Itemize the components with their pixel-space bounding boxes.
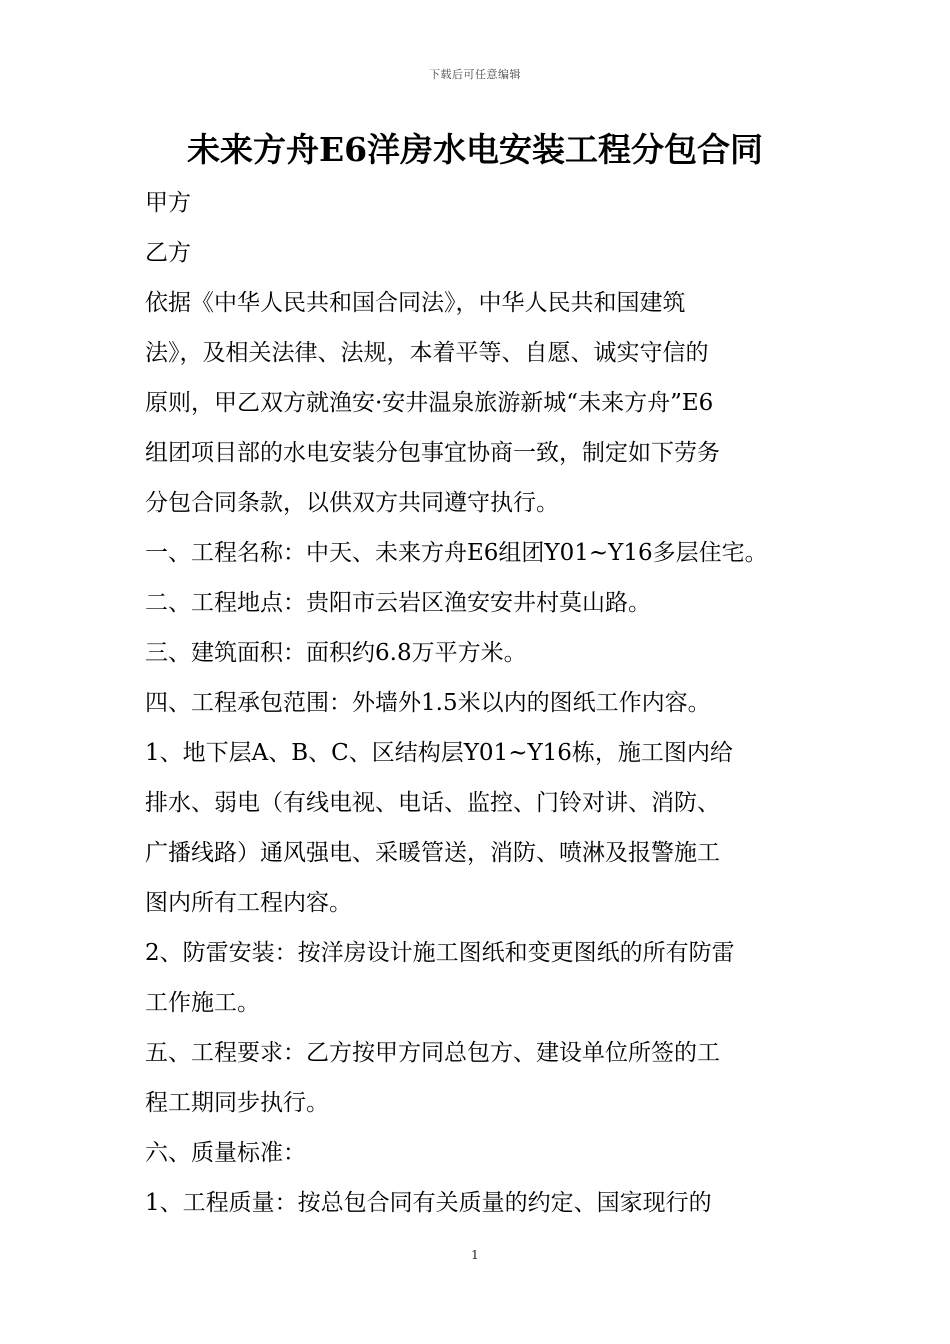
body-line: 依据《中华人民共和国合同法》，中华人民共和国建筑 <box>145 290 686 316</box>
body-line: 六、质量标准： <box>145 1140 306 1166</box>
body-line: 图内所有工程内容。 <box>145 890 352 916</box>
body-line: 1、地下层A、B、C、区结构层Y01~Y16栋，施工图内给 <box>145 740 733 766</box>
contract-body <box>145 178 825 1228</box>
body-line: 四、工程承包范围：外墙外1.5米以内的图纸工作内容。 <box>145 690 711 716</box>
party-a-line: 甲方 <box>145 190 191 216</box>
body-line: 工作施工。 <box>145 990 260 1016</box>
body-line: 2、防雷安装：按洋房设计施工图纸和变更图纸的所有防雷 <box>145 940 735 966</box>
body-line: 三、建筑面积：面积约6.8万平方米。 <box>145 640 527 666</box>
body-line: 一、工程名称：中天、未来方舟E6组团Y01~Y16多层住宅。 <box>145 540 768 566</box>
body-line: 组团项目部的水电安装分包事宜协商一致，制定如下劳务 <box>145 440 720 466</box>
body-line: 二、工程地点：贵阳市云岩区渔安安井村莫山路。 <box>145 590 651 616</box>
body-line: 原则，甲乙双方就渔安·安井温泉旅游新城“未来方舟”E6 <box>145 390 714 416</box>
body-line: 程工期同步执行。 <box>145 1090 329 1116</box>
body-line: 广播线路）通风强电、采暖管送，消防、喷淋及报警施工 <box>145 840 720 866</box>
body-line: 分包合同条款，以供双方共同遵守执行。 <box>145 490 559 516</box>
page-number: 1 <box>471 1248 479 1262</box>
body-line: 五、工程要求：乙方按甲方同总包方、建设单位所签的工 <box>145 1040 720 1066</box>
header-note: 下载后可任意编辑 <box>429 68 521 81</box>
document-title: 未来方舟E6洋房水电安装工程分包合同 <box>186 130 764 169</box>
body-line: 法》，及相关法律、法规，本着平等、自愿、诚实守信的 <box>145 340 709 366</box>
body-line: 1、工程质量：按总包合同有关质量的约定、国家现行的 <box>145 1190 712 1216</box>
body-line: 排水、弱电（有线电视、电话、监控、门铃对讲、消防、 <box>145 790 720 816</box>
party-b-line: 乙方 <box>145 240 191 266</box>
